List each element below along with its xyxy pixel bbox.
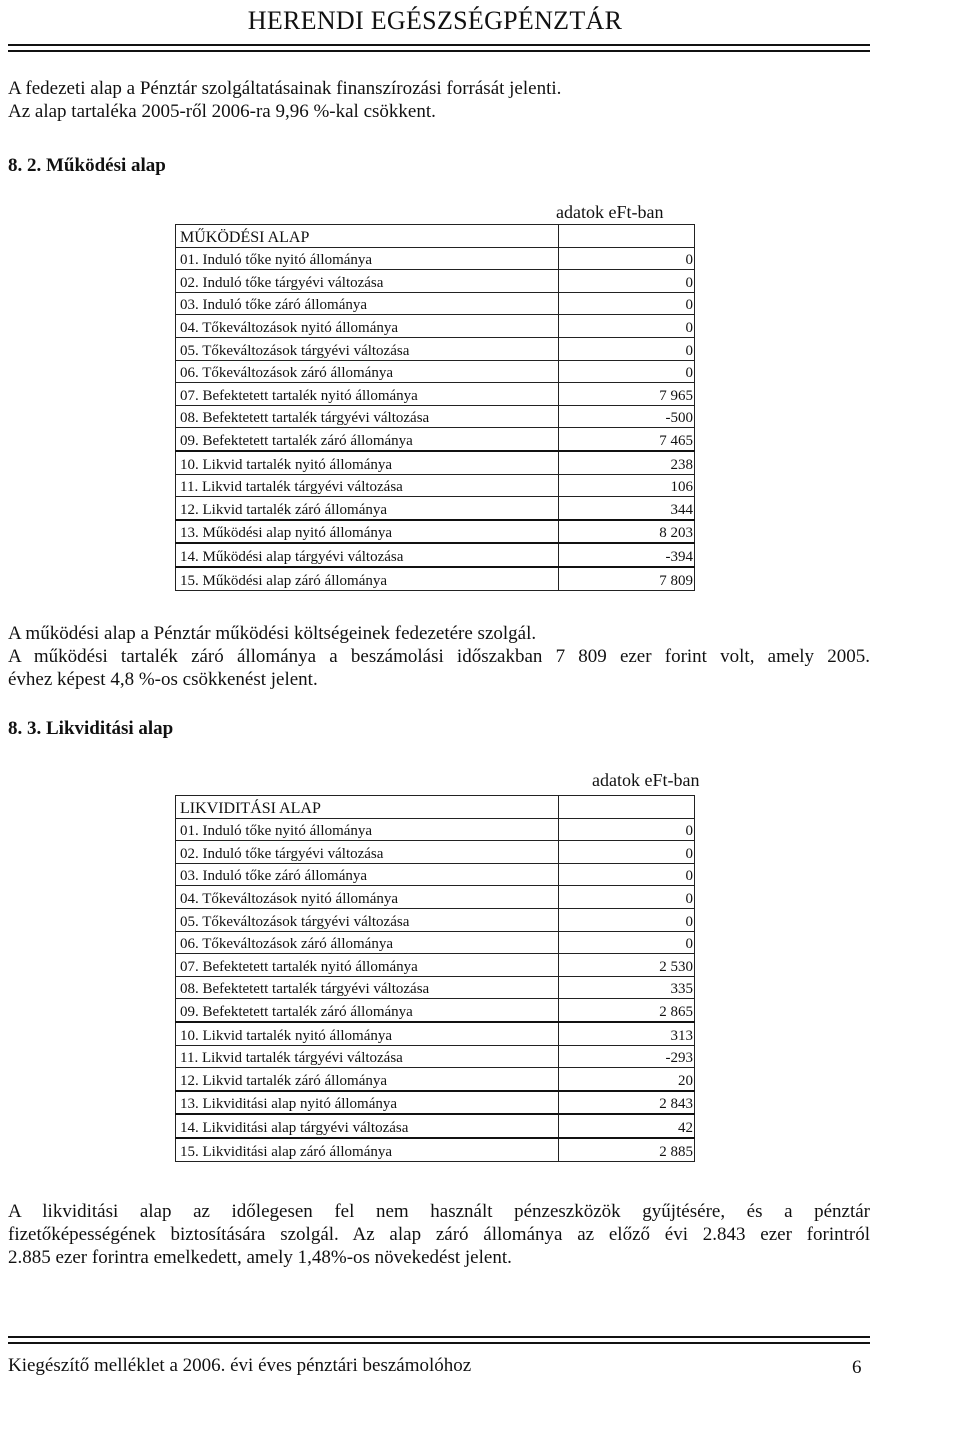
row-value: 2 530: [559, 954, 695, 977]
row-label: 02. Induló tőke tárgyévi változása: [176, 270, 559, 293]
table-row: [176, 428, 695, 451]
row-label: 03. Induló tőke záró állománya: [176, 292, 559, 315]
likviditasi-alap-table: [175, 795, 695, 1162]
table-row: [176, 451, 695, 474]
table-title-row: [176, 796, 695, 819]
table-row: [176, 1091, 695, 1115]
table-row: [176, 247, 695, 270]
row-label: 03. Induló tőke záró állománya: [176, 863, 559, 886]
paragraph-line: évhez képest 4,8 %-os csökkenést jelent.: [8, 669, 318, 690]
row-label: 05. Tőkeváltozások tárgyévi változása: [176, 337, 559, 360]
table-row: [176, 1022, 695, 1045]
table-row: [176, 497, 695, 520]
table-row: [176, 1068, 695, 1091]
footer-rule-bottom: [8, 1342, 870, 1344]
table-row: [176, 405, 695, 428]
table-title-row: [176, 225, 695, 248]
table-row: [176, 1138, 695, 1161]
row-value: 7 809: [559, 567, 695, 590]
row-value: -394: [559, 543, 695, 567]
row-value: -293: [559, 1045, 695, 1068]
paragraph-line: A likviditási alap az időlegesen fel nem használt pénzeszközök gyűjtésére, és a pénztár: [8, 1201, 870, 1222]
table-row: [176, 908, 695, 931]
row-label: 01. Induló tőke nyitó állománya: [176, 247, 559, 270]
row-label: 09. Befektetett tartalék záró állománya: [176, 999, 559, 1022]
table-row: [176, 360, 695, 383]
row-label: 02. Induló tőke tárgyévi változása: [176, 841, 559, 864]
row-value: 0: [559, 360, 695, 383]
table-row: [176, 270, 695, 293]
footer-text: Kiegészítő melléklet a 2006. évi éves pénztári beszámolóhoz: [8, 1355, 472, 1376]
row-value: 7 465: [559, 428, 695, 451]
table-row: [176, 886, 695, 909]
row-value: 0: [559, 247, 695, 270]
row-label: 14. Likviditási alap tárgyévi változása: [176, 1114, 559, 1138]
likviditasi-paragraph: [8, 1200, 870, 1269]
page-number: 6: [852, 1357, 862, 1378]
row-label: 08. Befektetett tartalék tárgyévi változása: [176, 976, 559, 999]
row-label: 13. Likviditási alap nyitó állománya: [176, 1091, 559, 1115]
row-label: 10. Likvid tartalék nyitó állománya: [176, 1022, 559, 1045]
table-row: [176, 1114, 695, 1138]
table-title-cell: LIKVIDITÁSI ALAP: [176, 796, 559, 819]
row-label: 15. Működési alap záró állománya: [176, 567, 559, 590]
row-value: 0: [559, 886, 695, 909]
row-label: 05. Tőkeváltozások tárgyévi változása: [176, 908, 559, 931]
section-heading-likviditasi: 8. 3. Likviditási alap: [8, 718, 174, 739]
row-label: 12. Likvid tartalék záró állománya: [176, 1068, 559, 1091]
row-label: 06. Tőkeváltozások záró állománya: [176, 360, 559, 383]
row-label: 01. Induló tőke nyitó állománya: [176, 818, 559, 841]
table-title-value-cell: [559, 796, 695, 819]
table-row: [176, 292, 695, 315]
unit-label-likviditasi: adatok eFt-ban: [592, 770, 700, 790]
header-rule-bottom: [8, 50, 870, 52]
row-value: -500: [559, 405, 695, 428]
footer-rule-top: [8, 1336, 870, 1338]
mukodesi-alap-table: [175, 224, 695, 591]
row-value: 42: [559, 1114, 695, 1138]
row-value: 0: [559, 315, 695, 338]
intro-line: A fedezeti alap a Pénztár szolgáltatásainak finanszírozási forrását jelenti.: [8, 78, 562, 99]
row-value: 0: [559, 863, 695, 886]
header-rule-top: [8, 44, 870, 46]
likviditasi-table-body: [176, 796, 695, 1162]
paragraph-line: A működési tartalék záró állománya a beszámolási időszakban 7 809 ezer forint volt, amely 2005.: [8, 646, 870, 667]
row-value: 0: [559, 337, 695, 360]
table-row: [176, 543, 695, 567]
table-row: [176, 818, 695, 841]
row-label: 07. Befektetett tartalék nyitó állománya: [176, 954, 559, 977]
table-row: [176, 999, 695, 1022]
table-row: [176, 315, 695, 338]
section-heading-mukodesi: 8. 2. Működési alap: [8, 155, 166, 176]
row-label: 14. Működési alap tárgyévi változása: [176, 543, 559, 567]
table-row: [176, 520, 695, 544]
row-label: 06. Tőkeváltozások záró állománya: [176, 931, 559, 954]
row-value: 8 203: [559, 520, 695, 544]
row-value: 313: [559, 1022, 695, 1045]
unit-label-mukodesi: adatok eFt-ban: [556, 202, 664, 222]
row-label: 12. Likvid tartalék záró állománya: [176, 497, 559, 520]
table-title-value-cell: [559, 225, 695, 248]
row-label: 11. Likvid tartalék tárgyévi változása: [176, 474, 559, 497]
table-row: [176, 474, 695, 497]
row-value: 0: [559, 292, 695, 315]
row-value: 344: [559, 497, 695, 520]
row-value: 0: [559, 931, 695, 954]
page-header-title: HERENDI EGÉSZSÉGPÉNZTÁR: [247, 6, 623, 35]
row-label: 10. Likvid tartalék nyitó állománya: [176, 451, 559, 474]
row-label: 09. Befektetett tartalék záró állománya: [176, 428, 559, 451]
row-value: 106: [559, 474, 695, 497]
table-row: [176, 567, 695, 590]
row-value: 2 885: [559, 1138, 695, 1161]
row-value: 0: [559, 818, 695, 841]
table-row: [176, 383, 695, 406]
table-row: [176, 841, 695, 864]
paragraph-line: fizetőképességének biztosítására szolgál. Az alap záró állománya az előző évi 2.843 ezer forintról: [8, 1224, 870, 1245]
row-value: 2 843: [559, 1091, 695, 1115]
row-label: 15. Likviditási alap záró állománya: [176, 1138, 559, 1161]
mukodesi-paragraph: [8, 622, 870, 691]
row-value: 7 965: [559, 383, 695, 406]
row-value: 20: [559, 1068, 695, 1091]
table-row: [176, 1045, 695, 1068]
row-label: 08. Befektetett tartalék tárgyévi változása: [176, 405, 559, 428]
intro-line: Az alap tartaléka 2005-ről 2006-ra 9,96 %-kal csökkent.: [8, 101, 436, 122]
row-value: 238: [559, 451, 695, 474]
row-value: 335: [559, 976, 695, 999]
table-row: [176, 954, 695, 977]
table-row: [176, 863, 695, 886]
row-label: 11. Likvid tartalék tárgyévi változása: [176, 1045, 559, 1068]
row-label: 04. Tőkeváltozások nyitó állománya: [176, 886, 559, 909]
table-row: [176, 976, 695, 999]
table-row: [176, 337, 695, 360]
paragraph-line: 2.885 ezer forintra emelkedett, amely 1,48%-os növekedést jelent.: [8, 1247, 512, 1268]
table-row: [176, 931, 695, 954]
row-label: 07. Befektetett tartalék nyitó állománya: [176, 383, 559, 406]
table-title-cell: MŰKÖDÉSI ALAP: [176, 225, 559, 248]
row-value: 0: [559, 841, 695, 864]
row-value: 0: [559, 908, 695, 931]
row-value: 0: [559, 270, 695, 293]
intro-paragraph: [8, 77, 870, 123]
paragraph-line: A működési alap a Pénztár működési költségeinek fedezetére szolgál.: [8, 623, 537, 644]
mukodesi-table-body: [176, 225, 695, 591]
row-value: 2 865: [559, 999, 695, 1022]
row-label: 04. Tőkeváltozások nyitó állománya: [176, 315, 559, 338]
row-label: 13. Működési alap nyitó állománya: [176, 520, 559, 544]
